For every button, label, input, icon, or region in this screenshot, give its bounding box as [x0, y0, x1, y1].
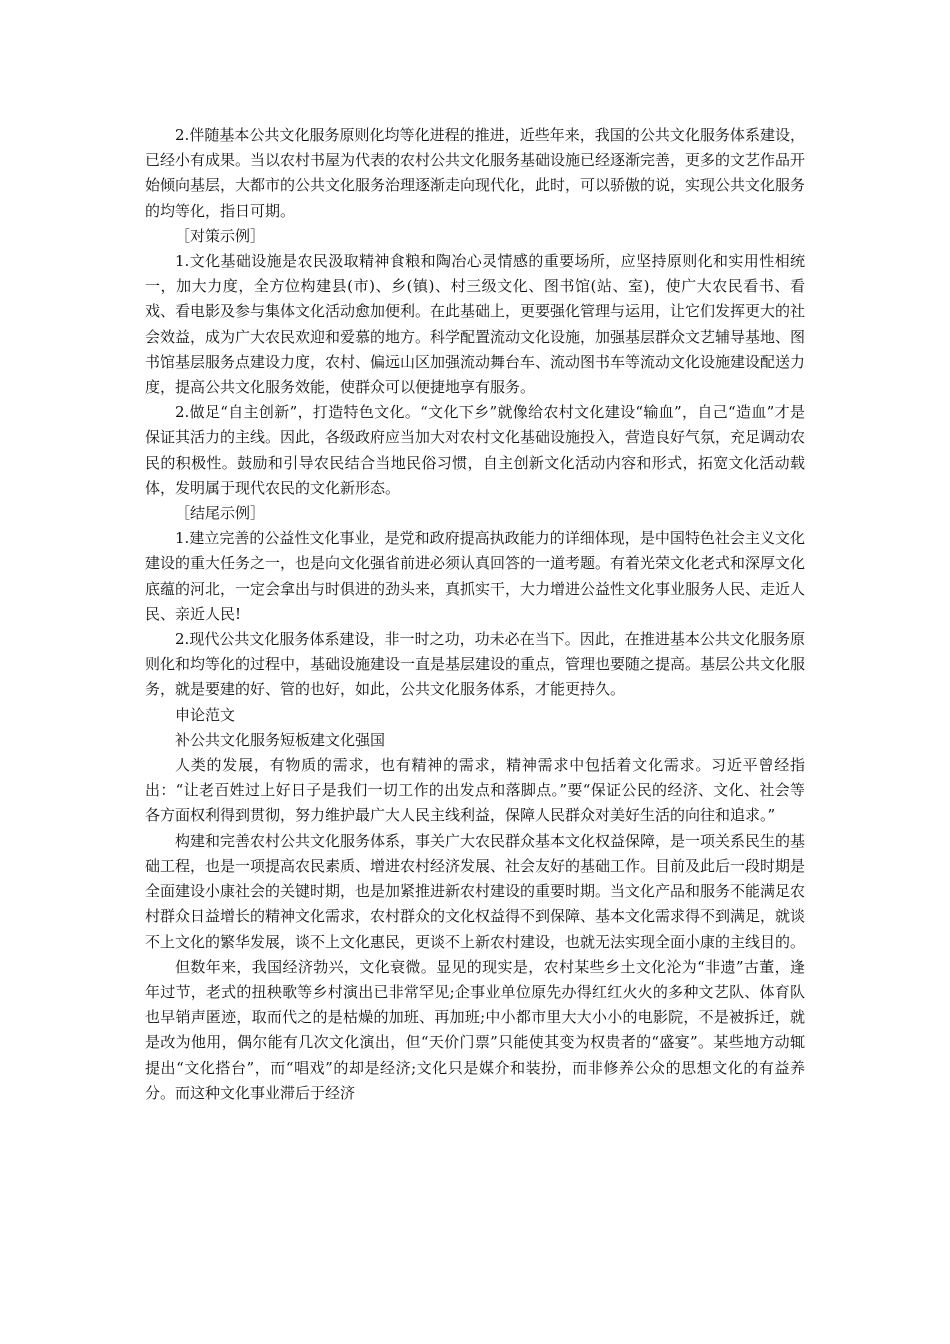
paragraph-equalization-progress: 2.伴随基本公共文化服务原则化均等化进程的推进，近些年来，我国的公共文化服务体系建设，已经小有成果。当以农村书屋为代表的农村公共文化服务基础设施已经逐渐完善，更多的文艺作品开始倾向基层，大都市的公共文化服务治理逐渐走向现代化，此时，可以骄傲的说，实现公共文化服务的均等化，指日可期。 [145, 126, 806, 220]
section-label-countermeasures: ［对策示例］ [175, 226, 266, 245]
document-page [145, 123, 805, 1106]
essay-title: 补公共文化服务短板建文化强国 [175, 730, 386, 749]
section-label-conclusion: ［结尾示例］ [175, 504, 266, 523]
paragraph-conclusion-2: 2.现代公共文化服务体系建设，非一时之功，功未必在当下。因此，在推进基本公共文化服务原则化和均等化的过程中，基础设施建设一直是基层建设的重点，管理也要随之提高。基层公共文化服务，就是要建的好、管的也好，如此，公共文化服务体系，才能更持久。 [145, 630, 806, 699]
paragraph-conclusion-1: 1.建立完善的公益性文化事业，是党和政府提高执政能力的详细体现，是中国特色社会主义文化建设的重大任务之一，也是向文化强省前进必须认真回答的一道考题。有着光荣文化老式和深厚文化底蕴的河北，一定会拿出与时俱进的劲头来，真抓实干，大力增进公益性文化事业服务人民、走近人民、亲近人民! [145, 529, 806, 623]
heading-sample-essay: 申论范文 [175, 705, 236, 724]
paragraph-essay-3: 但数年来，我国经济勃兴，文化衰微。显见的现实是，农村某些乡土文化沦为“非遗”古董，逢年过节，老式的扭秧歌等乡村演出已非常罕见;企事业单位原先办得红红火火的多种文艺队、体育队也早销声匿迹，取而代之的是枯燥的加班、再加班;中小都市里大大小小的电影院，不是被拆迁，就是改为他用，偶尔能有几次文化演出，但“天价门票”只能使其变为权贵者的“盛宴”。某些地方动辄提出“文化搭台”，而“唱戏”的却是经济;文化只是媒介和装扮，而非修养公众的思想文化的有益养分。而这种文化事业滞后于经济 [145, 957, 805, 1102]
paragraph-countermeasure-2: 2.做足“自主创新”，打造特色文化。“文化下乡”就像给农村文化建设“输血”，自己“造血”才是保证其活力的主线。因此，各级政府应当加大对农村文化基础设施投入，营造良好气氛，充足调动农民的积极性。鼓励和引导农民结合当地民俗习惯，自主创新文化活动内容和形式，拓宽文化活动载体，发明属于现代农民的文化新形态。 [145, 403, 806, 497]
paragraph-essay-2: 构建和完善农村公共文化服务体系，事关广大农民群众基本文化权益保障，是一项关系民生的基础工程，也是一项提高农民素质、增进农村经济发展、社会友好的基础工作。目前及此后一段时期是全面建设小康社会的关键时期，也是加紧推进新农村建设的重要时期。当文化产品和服务不能满足农村群众日益增长的精神文化需求，农村群众的文化权益得不到保障、基本文化需求得不到满足，就谈不上文化的繁华发展，谈不上文化惠民，更谈不上新农村建设，也就无法实现全面小康的主线目的。 [145, 831, 806, 951]
paragraph-essay-1: 人类的发展，有物质的需求，也有精神的需求，精神需求中包括着文化需求。习近平曾经指出：“让老百姓过上好日子是我们一切工作的出发点和落脚点。”要“保证公民的经济、文化、社会等各方面权利得到贯彻，努力维护最广大人民主线利益，保障人民群众对美好生活的向往和追求。” [145, 756, 805, 825]
paragraph-countermeasure-1: 1.文化基础设施是农民汲取精神食粮和陶冶心灵情感的重要场所，应坚持原则化和实用性相统一，加大力度，全方位构建县(市)、乡(镇)、村三级文化、图书馆(站、室)，使广大农民看书、看戏、看电影及参与集体文化活动愈加便利。在此基础上，更要强化管理与运用，让它们发挥更大的社会效益，成为广大农民欢迎和爱慕的地方。科学配置流动文化设施，加强基层群众文艺辅导基地、图书馆基层服务点建设力度，农村、偏远山区加强流动舞台车、流动图书车等流动文化设施建设配送力度，提高公共文化服务效能，使群众可以便捷地享有服务。 [145, 252, 806, 397]
